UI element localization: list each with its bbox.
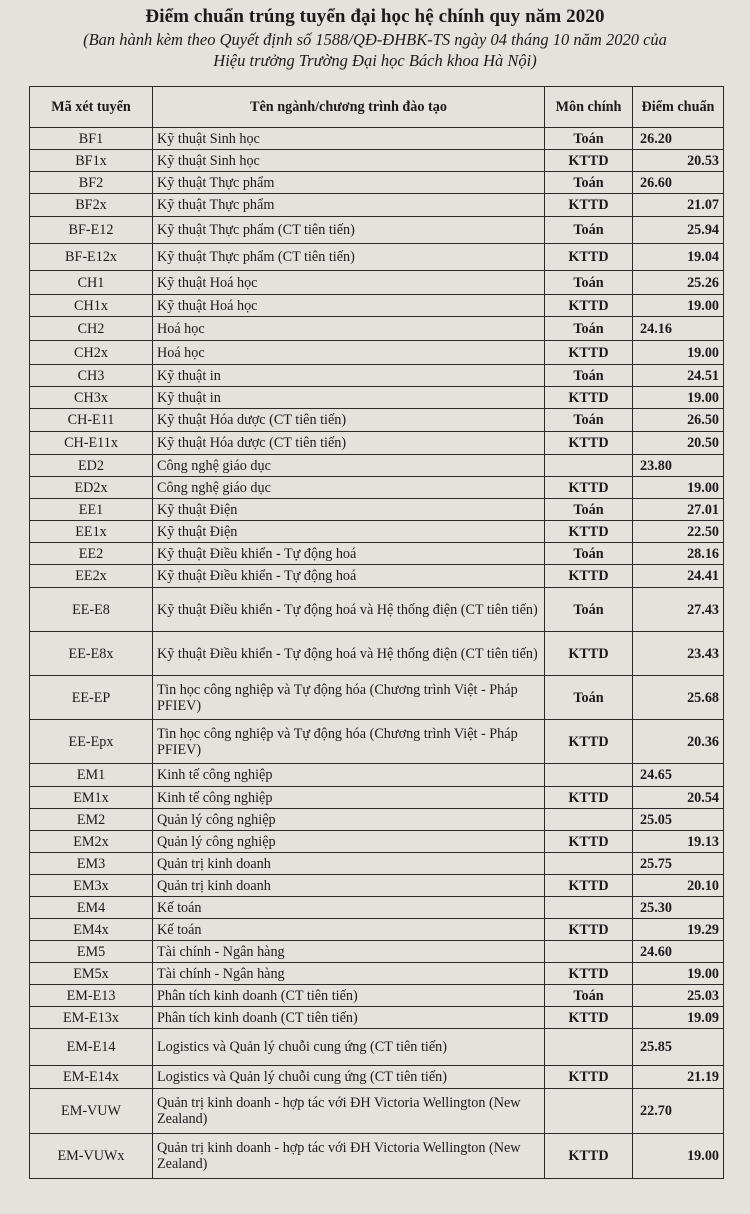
major-cell: Tài chính - Ngân hàng [153, 963, 545, 985]
subject-cell [545, 853, 633, 875]
document-subtitle-line1: (Ban hành kèm theo Quyết định số 1588/QĐ-ĐHBK-TS ngày 04 tháng 10 năm 2020 của [83, 30, 667, 49]
score-cell: 19.00 [633, 341, 724, 365]
code-cell: BF-E12x [30, 244, 153, 271]
code-cell: CH1x [30, 295, 153, 317]
subject-cell: KTTD [545, 150, 633, 172]
subject-cell: Toán [545, 543, 633, 565]
subject-cell: KTTD [545, 477, 633, 499]
score-cell: 19.00 [633, 295, 724, 317]
subject-cell [545, 455, 633, 477]
subject-cell: Toán [545, 271, 633, 295]
major-cell: Kỹ thuật Hóa dược (CT tiên tiến) [153, 409, 545, 432]
subject-cell [545, 1089, 633, 1134]
code-cell: BF1x [30, 150, 153, 172]
major-cell: Kỹ thuật Điện [153, 521, 545, 543]
code-cell: EM-E13 [30, 985, 153, 1007]
code-cell: CH3 [30, 365, 153, 387]
code-cell: EE1x [30, 521, 153, 543]
code-cell: EM2x [30, 831, 153, 853]
score-cell: 25.26 [633, 271, 724, 295]
major-cell: Phân tích kinh doanh (CT tiên tiến) [153, 1007, 545, 1029]
major-cell: Logistics và Quản lý chuỗi cung ứng (CT tiên tiến) [153, 1029, 545, 1066]
major-cell: Quản trị kinh doanh [153, 875, 545, 897]
code-cell: EM4x [30, 919, 153, 941]
score-cell: 25.68 [633, 676, 724, 720]
subject-cell: KTTD [545, 875, 633, 897]
score-cell: 24.51 [633, 365, 724, 387]
table-row [30, 244, 724, 271]
code-cell: CH1 [30, 271, 153, 295]
header-major: Tên ngành/chương trình đào tạo [153, 87, 545, 128]
subject-cell: Toán [545, 409, 633, 432]
code-cell: EM1 [30, 764, 153, 787]
table-row [30, 919, 724, 941]
score-cell: 24.41 [633, 565, 724, 588]
table-row [30, 588, 724, 632]
subject-cell: KTTD [545, 341, 633, 365]
code-cell: EE-Epx [30, 720, 153, 764]
table-row [30, 172, 724, 194]
header-subject: Môn chính [545, 87, 633, 128]
major-cell: Kỹ thuật Điều khiển - Tự động hoá [153, 565, 545, 588]
code-cell: EE2 [30, 543, 153, 565]
major-cell: Quản trị kinh doanh - hợp tác với ĐH Victoria Wellington (New Zealand) [153, 1089, 545, 1134]
table-row [30, 720, 724, 764]
table-row [30, 194, 724, 217]
subject-cell: KTTD [545, 1007, 633, 1029]
table-row [30, 499, 724, 521]
major-cell: Quản lý công nghiệp [153, 809, 545, 831]
score-cell: 19.09 [633, 1007, 724, 1029]
table-row [30, 455, 724, 477]
major-cell: Kế toán [153, 897, 545, 919]
major-cell: Kỹ thuật Điện [153, 499, 545, 521]
code-cell: EM2 [30, 809, 153, 831]
score-cell: 19.29 [633, 919, 724, 941]
table-row [30, 963, 724, 985]
table-row [30, 387, 724, 409]
score-cell: 20.53 [633, 150, 724, 172]
subject-cell: KTTD [545, 565, 633, 588]
subject-cell: KTTD [545, 521, 633, 543]
table-row [30, 477, 724, 499]
code-cell: EM5 [30, 941, 153, 963]
code-cell: EM3 [30, 853, 153, 875]
code-cell: EM3x [30, 875, 153, 897]
score-cell: 19.13 [633, 831, 724, 853]
subject-cell: Toán [545, 985, 633, 1007]
major-cell: Kỹ thuật Thực phẩm (CT tiên tiến) [153, 244, 545, 271]
table-row [30, 1134, 724, 1179]
subject-cell: KTTD [545, 1134, 633, 1179]
admission-scores-table [29, 86, 724, 1179]
score-cell: 27.43 [633, 588, 724, 632]
code-cell: ED2 [30, 455, 153, 477]
header-score: Điểm chuẩn [633, 87, 724, 128]
table-row [30, 128, 724, 150]
table-row [30, 632, 724, 676]
code-cell: BF2x [30, 194, 153, 217]
code-cell: EM1x [30, 787, 153, 809]
code-cell: EM-E13x [30, 1007, 153, 1029]
table-row [30, 432, 724, 455]
header-code: Mã xét tuyển [30, 87, 153, 128]
major-cell: Kỹ thuật Thực phẩm (CT tiên tiến) [153, 217, 545, 244]
code-cell: CH2 [30, 317, 153, 341]
score-cell: 26.50 [633, 409, 724, 432]
major-cell: Kỹ thuật in [153, 365, 545, 387]
score-cell: 22.70 [633, 1089, 724, 1134]
table-row [30, 1029, 724, 1066]
code-cell: EE1 [30, 499, 153, 521]
subject-cell: Toán [545, 588, 633, 632]
code-cell: BF2 [30, 172, 153, 194]
table-row [30, 1089, 724, 1134]
table-row [30, 271, 724, 295]
major-cell: Kỹ thuật Thực phẩm [153, 172, 545, 194]
table-row [30, 565, 724, 588]
table-row [30, 543, 724, 565]
major-cell: Kỹ thuật Hoá học [153, 295, 545, 317]
subject-cell: KTTD [545, 831, 633, 853]
subject-cell: Toán [545, 676, 633, 720]
score-cell: 20.36 [633, 720, 724, 764]
score-cell: 19.00 [633, 387, 724, 409]
code-cell: EM-E14x [30, 1066, 153, 1089]
subject-cell [545, 1029, 633, 1066]
score-cell: 19.04 [633, 244, 724, 271]
table-row [30, 853, 724, 875]
score-cell: 25.94 [633, 217, 724, 244]
score-cell: 20.10 [633, 875, 724, 897]
major-cell: Quản trị kinh doanh [153, 853, 545, 875]
score-cell: 24.16 [633, 317, 724, 341]
subject-cell: KTTD [545, 432, 633, 455]
table-row [30, 875, 724, 897]
score-cell: 26.20 [633, 128, 724, 150]
major-cell: Công nghệ giáo dục [153, 455, 545, 477]
major-cell: Kỹ thuật Thực phẩm [153, 194, 545, 217]
score-cell: 26.60 [633, 172, 724, 194]
document-subtitle-line2: Hiệu trưởng Trường Đại học Bách khoa Hà Nội) [213, 51, 537, 70]
subject-cell: KTTD [545, 244, 633, 271]
major-cell: Kinh tế công nghiệp [153, 764, 545, 787]
subject-cell: KTTD [545, 632, 633, 676]
code-cell: CH-E11 [30, 409, 153, 432]
table-row [30, 521, 724, 543]
subject-cell [545, 941, 633, 963]
score-cell: 19.00 [633, 1134, 724, 1179]
score-cell: 23.43 [633, 632, 724, 676]
subject-cell: Toán [545, 317, 633, 341]
code-cell: EE-E8x [30, 632, 153, 676]
subject-cell: KTTD [545, 1066, 633, 1089]
major-cell: Kỹ thuật Điều khiển - Tự động hoá [153, 543, 545, 565]
table-row [30, 1007, 724, 1029]
table-row [30, 985, 724, 1007]
code-cell: EM-VUW [30, 1089, 153, 1134]
score-cell: 20.50 [633, 432, 724, 455]
major-cell: Kỹ thuật Điều khiển - Tự động hoá và Hệ thống điện (CT tiên tiến) [153, 588, 545, 632]
code-cell: BF-E12 [30, 217, 153, 244]
table-row [30, 941, 724, 963]
subject-cell: KTTD [545, 720, 633, 764]
score-cell: 24.65 [633, 764, 724, 787]
major-cell: Tin học công nghiệp và Tự động hóa (Chương trình Việt - Pháp PFIEV) [153, 720, 545, 764]
score-cell: 28.16 [633, 543, 724, 565]
table-row [30, 809, 724, 831]
subject-cell [545, 764, 633, 787]
score-cell: 25.05 [633, 809, 724, 831]
table-body [30, 128, 724, 1179]
score-cell: 25.03 [633, 985, 724, 1007]
table-row [30, 341, 724, 365]
major-cell: Kỹ thuật in [153, 387, 545, 409]
code-cell: EM4 [30, 897, 153, 919]
code-cell: EE-EP [30, 676, 153, 720]
major-cell: Kỹ thuật Hoá học [153, 271, 545, 295]
subject-cell [545, 809, 633, 831]
major-cell: Tài chính - Ngân hàng [153, 941, 545, 963]
major-cell: Quản trị kinh doanh - hợp tác với ĐH Victoria Wellington (New Zealand) [153, 1134, 545, 1179]
major-cell: Kinh tế công nghiệp [153, 787, 545, 809]
major-cell: Quản lý công nghiệp [153, 831, 545, 853]
subject-cell: KTTD [545, 919, 633, 941]
subject-cell: Toán [545, 217, 633, 244]
major-cell: Kế toán [153, 919, 545, 941]
table-header-row [30, 87, 724, 128]
code-cell: EE2x [30, 565, 153, 588]
table-row [30, 150, 724, 172]
table-row [30, 409, 724, 432]
subject-cell: KTTD [545, 387, 633, 409]
code-cell: EM-VUWx [30, 1134, 153, 1179]
major-cell: Logistics và Quản lý chuỗi cung ứng (CT tiên tiến) [153, 1066, 545, 1089]
subject-cell: KTTD [545, 295, 633, 317]
major-cell: Kỹ thuật Hóa dược (CT tiên tiến) [153, 432, 545, 455]
table-row [30, 295, 724, 317]
score-cell: 25.30 [633, 897, 724, 919]
code-cell: BF1 [30, 128, 153, 150]
subject-cell: KTTD [545, 787, 633, 809]
major-cell: Kỹ thuật Sinh học [153, 150, 545, 172]
subject-cell: Toán [545, 499, 633, 521]
subject-cell: KTTD [545, 194, 633, 217]
code-cell: ED2x [30, 477, 153, 499]
score-cell: 21.19 [633, 1066, 724, 1089]
table-row [30, 897, 724, 919]
score-cell: 20.54 [633, 787, 724, 809]
subject-cell: Toán [545, 128, 633, 150]
score-cell: 21.07 [633, 194, 724, 217]
subject-cell: KTTD [545, 963, 633, 985]
code-cell: EM5x [30, 963, 153, 985]
major-cell: Phân tích kinh doanh (CT tiên tiến) [153, 985, 545, 1007]
major-cell: Tin học công nghiệp và Tự động hóa (Chương trình Việt - Pháp PFIEV) [153, 676, 545, 720]
major-cell: Hoá học [153, 341, 545, 365]
table-row [30, 317, 724, 341]
score-cell: 19.00 [633, 477, 724, 499]
score-cell: 27.01 [633, 499, 724, 521]
subject-cell [545, 897, 633, 919]
major-cell: Kỹ thuật Sinh học [153, 128, 545, 150]
score-cell: 25.75 [633, 853, 724, 875]
score-cell: 23.80 [633, 455, 724, 477]
table-row [30, 217, 724, 244]
table-row [30, 764, 724, 787]
code-cell: EE-E8 [30, 588, 153, 632]
document-title: Điểm chuẩn trúng tuyển đại học hệ chính quy năm 2020 [145, 6, 605, 27]
table-row [30, 787, 724, 809]
score-cell: 24.60 [633, 941, 724, 963]
table-row [30, 365, 724, 387]
code-cell: CH2x [30, 341, 153, 365]
major-cell: Kỹ thuật Điều khiển - Tự động hoá và Hệ thống điện (CT tiên tiến) [153, 632, 545, 676]
table-row [30, 676, 724, 720]
code-cell: CH-E11x [30, 432, 153, 455]
table-row [30, 831, 724, 853]
table-row [30, 1066, 724, 1089]
subject-cell: Toán [545, 172, 633, 194]
subject-cell: Toán [545, 365, 633, 387]
score-cell: 22.50 [633, 521, 724, 543]
code-cell: CH3x [30, 387, 153, 409]
score-cell: 19.00 [633, 963, 724, 985]
major-cell: Hoá học [153, 317, 545, 341]
score-cell: 25.85 [633, 1029, 724, 1066]
major-cell: Công nghệ giáo dục [153, 477, 545, 499]
code-cell: EM-E14 [30, 1029, 153, 1066]
